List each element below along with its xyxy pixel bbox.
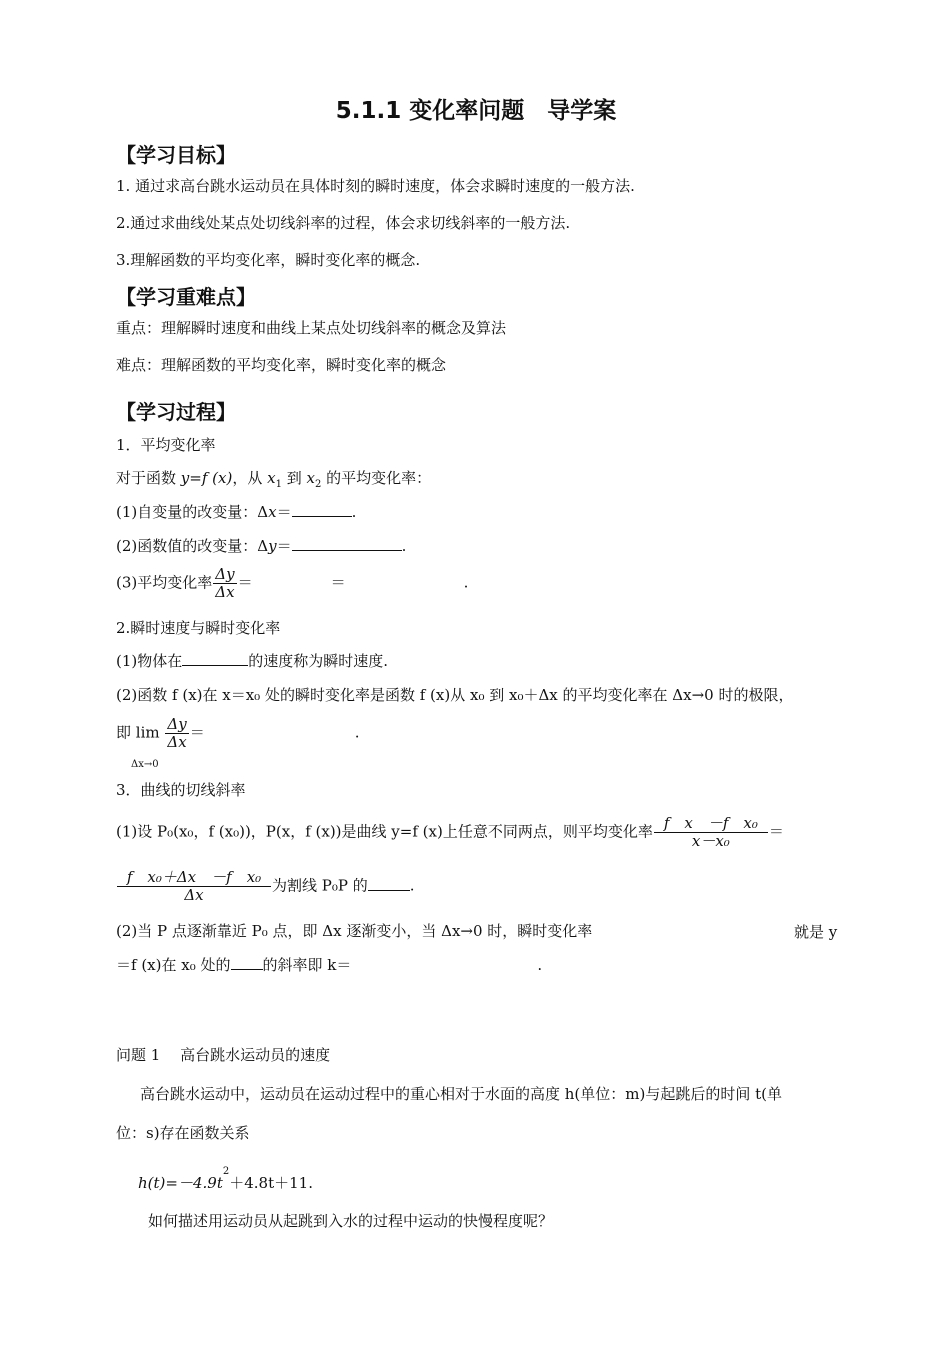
goals-heading: 【学习目标】: [116, 143, 236, 167]
item1-var: x: [268, 503, 277, 521]
intro-x2: x: [306, 469, 315, 487]
section1-item2: [116, 536, 406, 556]
keypoints-heading: 【学习重难点】: [116, 285, 256, 309]
fill-blank-moment[interactable]: [182, 651, 248, 666]
limit-subscript: Δx→0: [131, 759, 159, 770]
avg-rate-den: Δx: [215, 583, 235, 601]
limit-num: Δy: [167, 715, 187, 733]
limit-fraction: [165, 716, 188, 751]
goal-item-1: 1. 通过求高台跳水运动员在具体时刻的瞬时速度，体会求瞬时速度的一般方法.: [116, 177, 635, 195]
focus-text: 重点：理解瞬时速度和曲线上某点处切线斜率的概念及算法: [116, 319, 507, 337]
item2-text: (2)函数值的改变量：Δ: [116, 537, 269, 555]
process-heading: 【学习过程】: [116, 400, 236, 424]
fill-blank-delta-y[interactable]: [292, 536, 402, 551]
s2-item1-text-b: 的速度称为瞬时速度.: [248, 652, 389, 670]
s3-item3-text-a: ＝f (x)在 x₀ 处的: [116, 956, 231, 974]
avg-rate-fraction: [213, 566, 236, 601]
secant-increment-fraction: [117, 869, 271, 904]
section3-item3: [116, 955, 542, 975]
formula-part-b: ＋4.8t＋11.: [229, 1174, 313, 1192]
item3-end: .: [463, 573, 469, 592]
section2-item2: (2)函数 f (x)在 x＝x₀ 处的瞬时变化率是函数 f (x)从 x₀ 到 x₀＋Δx 的平均变化率在 Δx→0 时的极限，: [116, 686, 794, 704]
limit-text: 即 lim: [116, 723, 160, 742]
intro-x1-sub: 1: [275, 479, 282, 490]
section1-item1: [116, 502, 356, 522]
problem1-question: 如何描述用运动员从起跳到入水的过程中运动的快慢程度呢？: [148, 1212, 554, 1230]
item2-end: .: [401, 537, 407, 555]
limit-den: Δx: [167, 733, 187, 751]
intro-func: y=f (x): [180, 469, 233, 487]
section1-intro: [116, 468, 431, 495]
section1-item3: [116, 566, 468, 601]
avg-rate-num: Δy: [215, 565, 235, 583]
section3-item1b: [116, 869, 415, 904]
item2-eq: ＝: [276, 537, 292, 555]
formula-exponent: 2: [222, 1166, 230, 1177]
secant-increment-den: Δx: [184, 886, 204, 904]
problem1-formula: [138, 1166, 313, 1193]
s2-item1-text-a: (1)物体在: [116, 652, 183, 670]
secant-fraction: [654, 815, 768, 850]
problem1-paragraph-a: 高台跳水运动中，运动员在运动过程中的重心相对于水面的高度 h(单位：m)与起跳后的时间 t(单: [140, 1085, 783, 1103]
intro-x1: x: [267, 469, 276, 487]
intro-text-d: 的平均变化率：: [321, 469, 432, 487]
item1-text: (1)自变量的改变量：Δ: [116, 503, 269, 521]
intro-text-b: ，从: [232, 469, 268, 487]
limit-end: .: [354, 723, 360, 742]
fill-blank-slope[interactable]: [368, 876, 410, 891]
item3-text: (3)平均变化率: [116, 573, 213, 592]
section1-title: 1．平均变化率: [116, 436, 216, 454]
page-title: 5.1.1 变化率问题 导学案: [335, 98, 617, 124]
limit-eq: ＝: [189, 723, 205, 742]
item2-var: y: [268, 537, 277, 555]
goal-item-2: 2.通过求曲线处某点处切线斜率的过程，体会求切线斜率的一般方法.: [116, 214, 571, 232]
fill-blank-tangent[interactable]: [231, 955, 263, 970]
goal-item-3: 3.理解函数的平均变化率，瞬时变化率的概念.: [116, 251, 421, 269]
s3-item1-text: (1)设 P₀(x₀，f (x₀))，P(x，f (x))是曲线 y=f (x)上任意不同两点，则平均变化率: [116, 822, 653, 841]
section2-item1: [116, 651, 388, 671]
item1-eq: ＝: [276, 503, 292, 521]
intro-text-a: 对于函数: [116, 469, 181, 487]
secant-text: 为割线 P₀P 的: [272, 876, 368, 895]
intro-text-c: 到: [281, 469, 307, 487]
section3-title: 3．曲线的切线斜率: [116, 781, 246, 799]
secant-end: .: [409, 876, 415, 895]
difficulty-text: 难点：理解函数的平均变化率，瞬时变化率的概念: [116, 356, 447, 374]
secant-eq: ＝: [768, 822, 784, 841]
section3-item2: (2)当 P 点逐渐靠近 P₀ 点，即 Δx 逐渐变小，当 Δx→0 时，瞬时变化率: [116, 922, 593, 940]
secant-den: x－x₀: [691, 832, 730, 850]
section3-item2-right: 就是 y: [794, 923, 838, 941]
section2-title: 2.瞬时速度与瞬时变化率: [116, 619, 281, 637]
problem1-paragraph-b: 位：s)存在函数关系: [116, 1124, 250, 1142]
intro-x2-sub: 2: [314, 479, 322, 490]
section3-item1: [116, 815, 784, 850]
formula-part-a: h(t)=－4.9t: [138, 1174, 223, 1192]
item3-eq1: ＝: [237, 573, 253, 592]
s3-item3-end: .: [537, 956, 543, 974]
item1-end: .: [351, 503, 357, 521]
secant-num: f x －f x₀: [654, 815, 768, 833]
problem1-title: 问题 1 高台跳水运动员的速度: [116, 1046, 331, 1064]
fill-blank-delta-x[interactable]: [292, 502, 352, 517]
section2-limit: [116, 716, 359, 751]
item3-eq2: ＝: [330, 573, 346, 592]
s3-item3-text-b: 的斜率即 k＝: [262, 956, 352, 974]
secant-increment-num: f x₀＋Δx －f x₀: [117, 869, 271, 887]
